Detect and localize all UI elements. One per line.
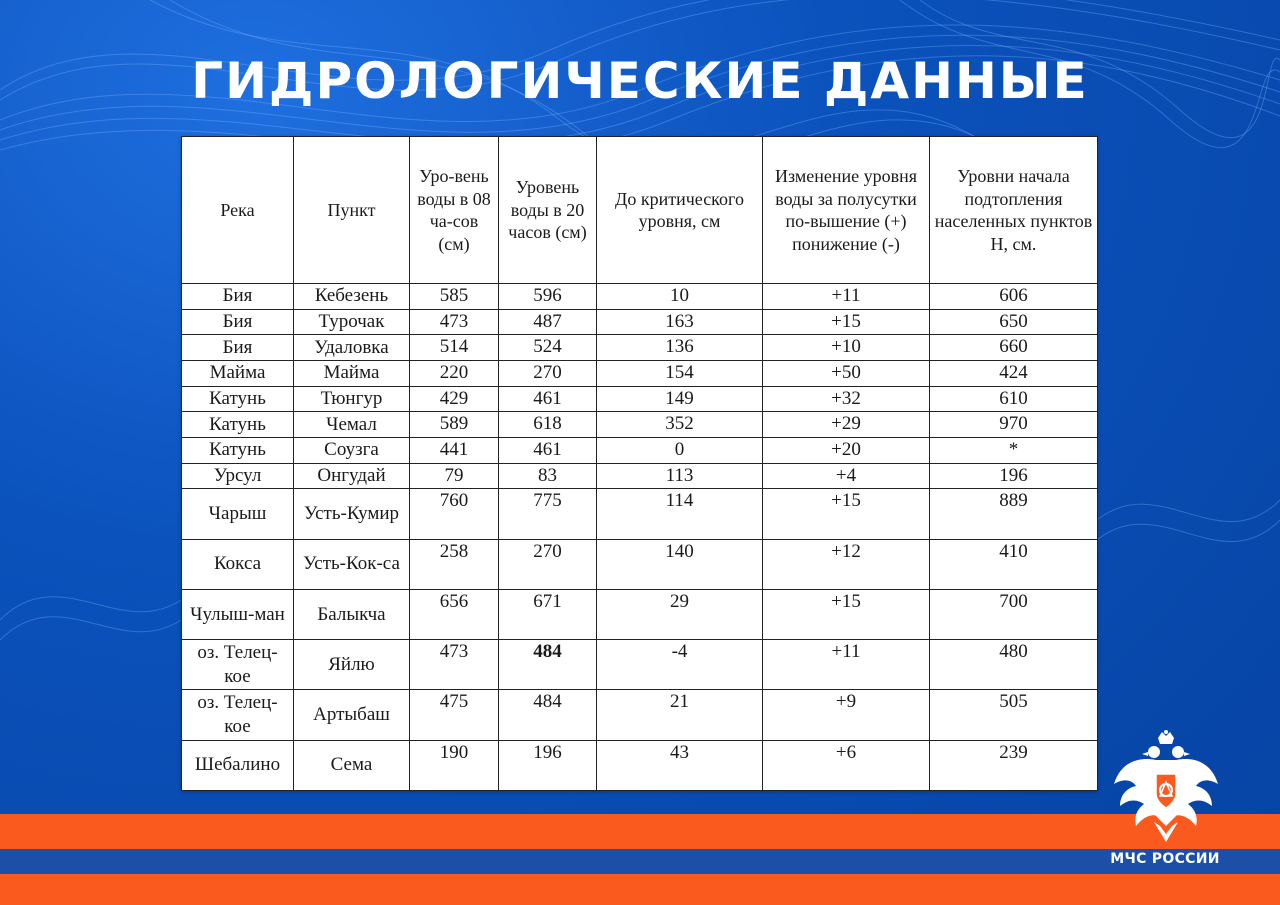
cell-station: Кебезень: [294, 284, 410, 310]
cell-level-08: 760: [410, 489, 499, 539]
data-table: [181, 136, 1098, 791]
cell-river: Майма: [182, 360, 294, 386]
cell-station: Тюнгур: [294, 386, 410, 412]
cell-level-20: 461: [499, 437, 597, 463]
cell-flood-level: 480: [930, 640, 1098, 690]
cell-station: Усть-Кок-са: [294, 539, 410, 589]
header-level-20: Уровень воды в 20 часов (см): [499, 137, 597, 284]
table-row: [182, 489, 1098, 539]
cell-river: Шебалино: [182, 740, 294, 790]
cell-flood-level: 410: [930, 539, 1098, 589]
table-row: [182, 309, 1098, 335]
brand-logo-text: МЧС РОССИИ: [1110, 851, 1220, 867]
cell-river: Чарыш: [182, 489, 294, 539]
cell-level-08: 656: [410, 589, 499, 639]
cell-to-critical: 29: [597, 589, 763, 639]
cell-level-20: 671: [499, 589, 597, 639]
cell-level-08: 475: [410, 690, 499, 740]
cell-change: +15: [763, 489, 930, 539]
cell-change: +11: [763, 640, 930, 690]
cell-flood-level: 606: [930, 284, 1098, 310]
table-row: [182, 284, 1098, 310]
cell-level-20: 83: [499, 463, 597, 489]
cell-river: Катунь: [182, 386, 294, 412]
cell-change: +12: [763, 539, 930, 589]
cell-to-critical: 163: [597, 309, 763, 335]
cell-level-08: 258: [410, 539, 499, 589]
cell-station: Турочак: [294, 309, 410, 335]
cell-level-08: 429: [410, 386, 499, 412]
cell-level-20: 524: [499, 335, 597, 361]
cell-to-critical: 149: [597, 386, 763, 412]
table-row: [182, 740, 1098, 790]
cell-flood-level: *: [930, 437, 1098, 463]
cell-change: +15: [763, 309, 930, 335]
cell-change: +11: [763, 284, 930, 310]
cell-to-critical: 21: [597, 690, 763, 740]
cell-river: Бия: [182, 309, 294, 335]
cell-flood-level: 700: [930, 589, 1098, 639]
cell-station: Майма: [294, 360, 410, 386]
cell-flood-level: 505: [930, 690, 1098, 740]
cell-level-20: 484: [499, 640, 597, 690]
cell-flood-level: 660: [930, 335, 1098, 361]
cell-change: +20: [763, 437, 930, 463]
cell-flood-level: 424: [930, 360, 1098, 386]
cell-level-20: 487: [499, 309, 597, 335]
cell-to-critical: 154: [597, 360, 763, 386]
table-row: [182, 640, 1098, 690]
cell-flood-level: 610: [930, 386, 1098, 412]
cell-river: оз. Телец-кое: [182, 690, 294, 740]
header-flood-level: Уровни начала подтопления населенных пунктов Н, см.: [930, 137, 1098, 284]
cell-to-critical: 10: [597, 284, 763, 310]
table-row: [182, 412, 1098, 438]
cell-change: +4: [763, 463, 930, 489]
cell-river: Чулыш-ман: [182, 589, 294, 639]
table-header-row: [182, 137, 1098, 284]
cell-to-critical: -4: [597, 640, 763, 690]
cell-level-08: 585: [410, 284, 499, 310]
cell-to-critical: 352: [597, 412, 763, 438]
cell-station: Балыкча: [294, 589, 410, 639]
table-row: [182, 335, 1098, 361]
cell-level-08: 441: [410, 437, 499, 463]
header-change: Изменение уровня воды за полусутки по-вышение (+) понижение (-): [763, 137, 930, 284]
cell-river: Бия: [182, 284, 294, 310]
cell-to-critical: 114: [597, 489, 763, 539]
cell-station: Чемал: [294, 412, 410, 438]
cell-level-20: 618: [499, 412, 597, 438]
header-river: Река: [182, 137, 294, 284]
footer-stripe-orange-top: [0, 814, 1280, 849]
cell-to-critical: 136: [597, 335, 763, 361]
cell-station: Яйлю: [294, 640, 410, 690]
cell-flood-level: 239: [930, 740, 1098, 790]
header-station: Пункт: [294, 137, 410, 284]
cell-river: оз. Телец-кое: [182, 640, 294, 690]
cell-station: Удаловка: [294, 335, 410, 361]
table-row: [182, 437, 1098, 463]
cell-level-20: 270: [499, 539, 597, 589]
cell-river: Бия: [182, 335, 294, 361]
cell-river: Катунь: [182, 412, 294, 438]
cell-level-08: 514: [410, 335, 499, 361]
cell-level-08: 473: [410, 309, 499, 335]
cell-station: Соузга: [294, 437, 410, 463]
table-row: [182, 589, 1098, 639]
cell-level-20: 461: [499, 386, 597, 412]
cell-to-critical: 140: [597, 539, 763, 589]
cell-flood-level: 650: [930, 309, 1098, 335]
cell-change: +15: [763, 589, 930, 639]
cell-change: +9: [763, 690, 930, 740]
cell-to-critical: 43: [597, 740, 763, 790]
cell-level-20: 775: [499, 489, 597, 539]
cell-station: Онгудай: [294, 463, 410, 489]
cell-station: Усть-Кумир: [294, 489, 410, 539]
page-title: ГИДРОЛОГИЧЕСКИЕ ДАННЫЕ: [191, 52, 1089, 110]
cell-level-08: 220: [410, 360, 499, 386]
table-row: [182, 386, 1098, 412]
cell-level-20: 484: [499, 690, 597, 740]
cell-level-20: 196: [499, 740, 597, 790]
cell-change: +6: [763, 740, 930, 790]
footer-stripe-orange-bottom: [0, 874, 1280, 905]
cell-station: Сема: [294, 740, 410, 790]
cell-level-20: 270: [499, 360, 597, 386]
cell-level-08: 589: [410, 412, 499, 438]
cell-to-critical: 113: [597, 463, 763, 489]
cell-river: Катунь: [182, 437, 294, 463]
cell-river: Урсул: [182, 463, 294, 489]
header-level-08: Уро-вень воды в 08 ча-сов (см): [410, 137, 499, 284]
cell-station: Артыбаш: [294, 690, 410, 740]
cell-level-08: 190: [410, 740, 499, 790]
table-row: [182, 539, 1098, 589]
cell-change: +10: [763, 335, 930, 361]
cell-level-08: 473: [410, 640, 499, 690]
cell-level-20: 596: [499, 284, 597, 310]
table-row: [182, 463, 1098, 489]
table-row: [182, 360, 1098, 386]
cell-flood-level: 196: [930, 463, 1098, 489]
cell-river: Кокса: [182, 539, 294, 589]
cell-change: +29: [763, 412, 930, 438]
header-to-critical: До критического уровня, см: [597, 137, 763, 284]
cell-change: +50: [763, 360, 930, 386]
table-row: [182, 690, 1098, 740]
cell-to-critical: 0: [597, 437, 763, 463]
cell-flood-level: 970: [930, 412, 1098, 438]
footer-stripe-blue: [0, 849, 1280, 874]
hydrological-data-table: [181, 136, 1097, 791]
cell-level-08: 79: [410, 463, 499, 489]
cell-flood-level: 889: [930, 489, 1098, 539]
cell-change: +32: [763, 386, 930, 412]
mchs-eagle-emblem-icon: [1106, 730, 1226, 850]
